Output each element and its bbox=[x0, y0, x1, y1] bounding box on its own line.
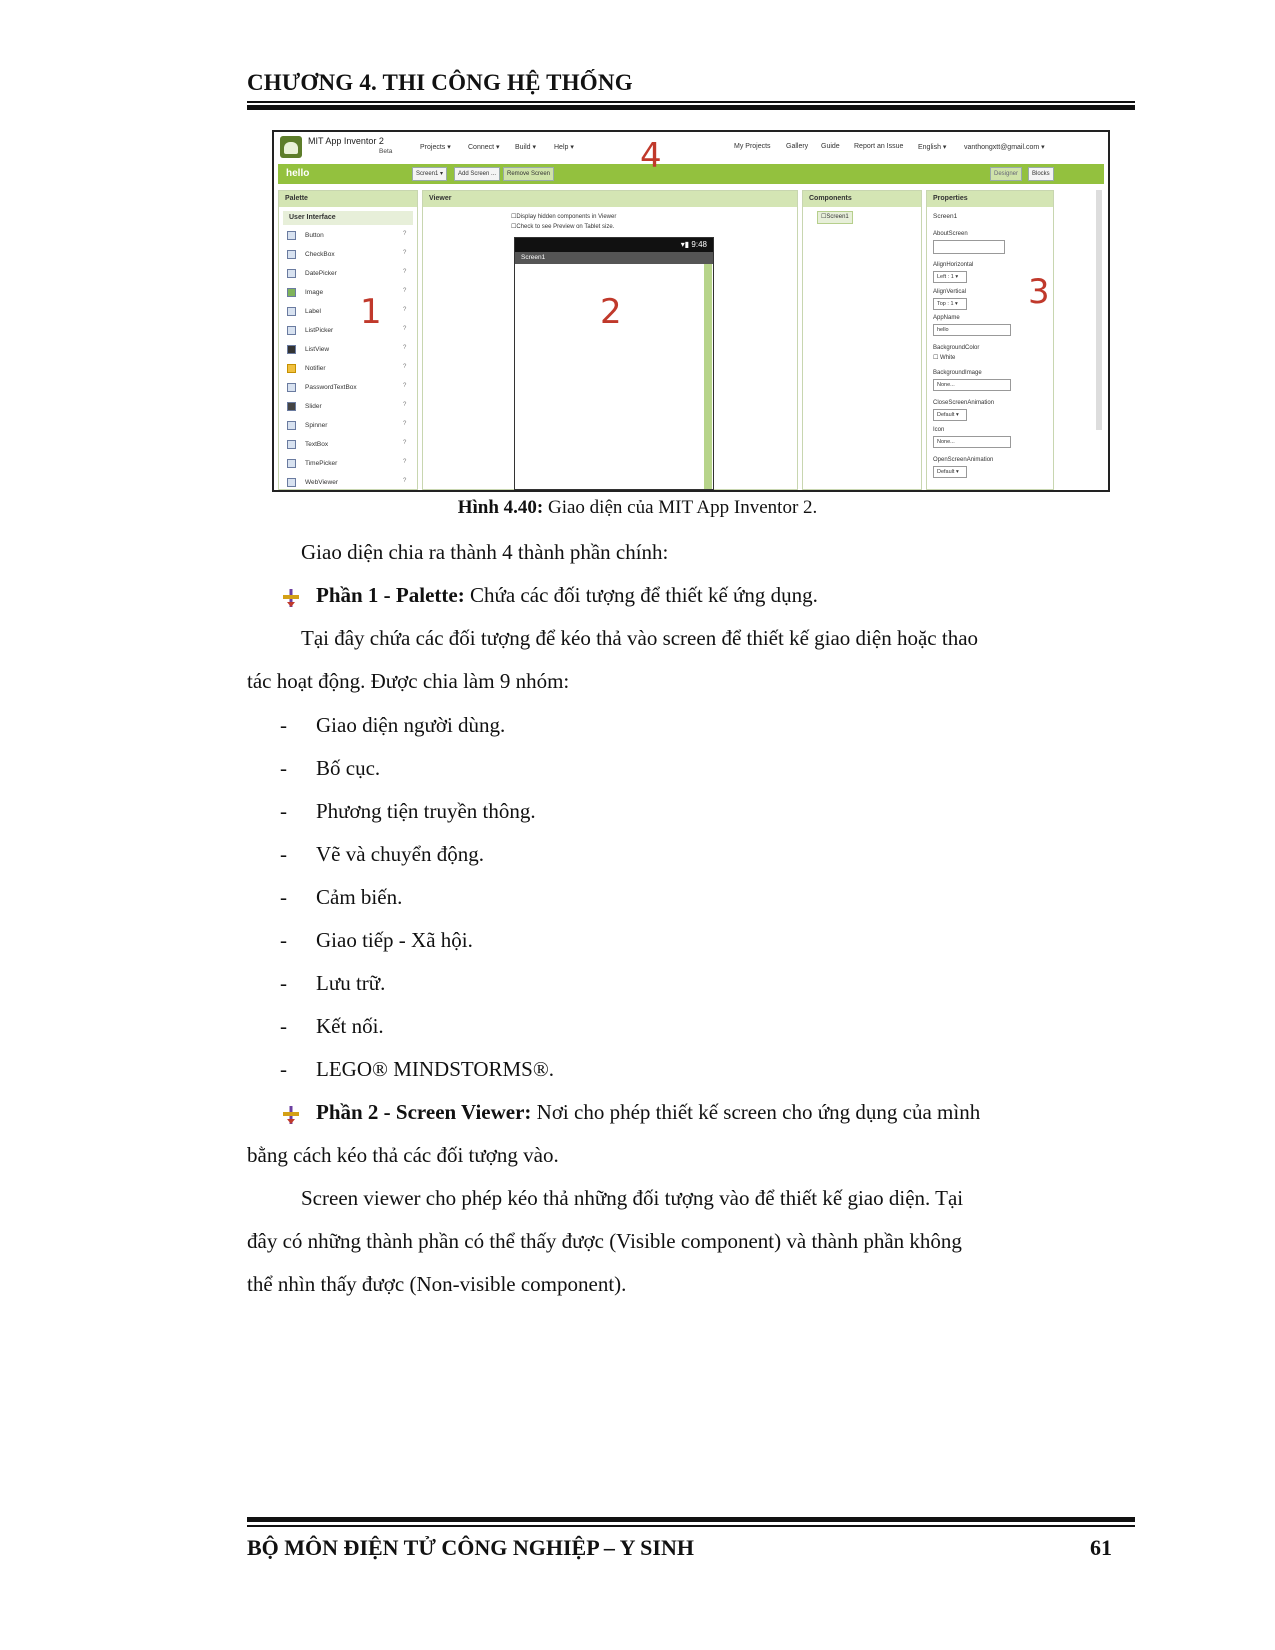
add-screen-button[interactable]: Add Screen ... bbox=[454, 167, 500, 181]
checkbox-icon bbox=[287, 250, 296, 259]
screen-select-button[interactable]: Screen1 ▾ bbox=[412, 167, 447, 181]
project-name: hello bbox=[286, 168, 310, 179]
password-icon bbox=[287, 383, 296, 392]
project-toolbar bbox=[278, 164, 1104, 184]
part1-heading: Phần 1 - Palette: Chứa các đối tượng để thiết kế ứng dụng. bbox=[316, 583, 818, 607]
help-icon[interactable]: ? bbox=[403, 307, 407, 313]
help-icon[interactable]: ? bbox=[403, 345, 407, 351]
component-screen1[interactable]: ☐Screen1 bbox=[817, 211, 853, 224]
viewer-tablet-option[interactable]: ☐Check to see Preview on Tablet size. bbox=[511, 224, 615, 230]
bullet-arrow-icon bbox=[280, 1104, 302, 1126]
datepicker-icon bbox=[287, 269, 296, 278]
palette-item-spinner[interactable]: Spinner bbox=[287, 419, 327, 433]
help-icon[interactable]: ? bbox=[403, 421, 407, 427]
prop-bgimage-input[interactable]: None... bbox=[933, 379, 1011, 391]
menu-projects[interactable]: Projects ▾ bbox=[420, 144, 451, 151]
phone-screen-title: Screen1 bbox=[515, 252, 713, 264]
properties-header: Properties bbox=[927, 191, 1053, 207]
header-rule-thin bbox=[247, 101, 1135, 103]
list-dash: - bbox=[280, 885, 287, 909]
prop-icon-label: Icon bbox=[933, 427, 945, 433]
palette-user-interface[interactable]: User Interface bbox=[283, 211, 413, 225]
help-icon[interactable]: ? bbox=[403, 478, 407, 484]
palette-item-textbox[interactable]: TextBox bbox=[287, 438, 328, 452]
list-item: Kết nối. bbox=[316, 1014, 384, 1038]
help-icon[interactable]: ? bbox=[403, 231, 407, 237]
prop-bgcolor-label: BackgroundColor bbox=[933, 345, 980, 351]
prop-open-anim-select[interactable]: Default ▾ bbox=[933, 466, 967, 478]
prop-appname-label: AppName bbox=[933, 315, 960, 321]
palette-item-datepicker[interactable]: DatePicker bbox=[287, 267, 337, 281]
palette-item-timepicker[interactable]: TimePicker bbox=[287, 457, 337, 471]
prop-icon-input[interactable]: None... bbox=[933, 436, 1011, 448]
part2-line2: bằng cách kéo thả các đối tượng vào. bbox=[247, 1143, 559, 1167]
part2-para-line2: đây có những thành phần có thể thấy được (Visible component) và thành phần không bbox=[247, 1229, 962, 1253]
menu-gallery[interactable]: Gallery bbox=[786, 143, 809, 150]
footer-rule-thin bbox=[247, 1525, 1135, 1527]
page-scrollbar[interactable] bbox=[1096, 190, 1102, 430]
part2-para-line3: thể nhìn thấy được (Non-visible component). bbox=[247, 1272, 627, 1296]
label-icon bbox=[287, 307, 296, 316]
page-number: 61 bbox=[1090, 1535, 1112, 1560]
help-icon[interactable]: ? bbox=[403, 383, 407, 389]
footer-department: BỘ MÔN ĐIỆN TỬ CÔNG NGHIỆP – Y SINH bbox=[247, 1535, 694, 1560]
app-title: MIT App Inventor 2 bbox=[308, 136, 384, 146]
intro-paragraph: Giao diện chia ra thành 4 thành phần chính: bbox=[301, 540, 669, 564]
properties-gutter bbox=[1058, 190, 1104, 490]
help-icon[interactable]: ? bbox=[403, 326, 407, 332]
palette-item-notifier[interactable]: Notifier bbox=[287, 362, 326, 376]
part2-para-line1: Screen viewer cho phép kéo thả những đối tượng vào để thiết kế giao diện. Tại bbox=[301, 1186, 964, 1210]
palette-item-slider[interactable]: Slider bbox=[287, 400, 322, 414]
viewer-hidden-option[interactable]: ☐Display hidden components in Viewer bbox=[511, 214, 617, 220]
slider-icon bbox=[287, 402, 296, 411]
prop-open-anim-label: OpenScreenAnimation bbox=[933, 457, 994, 463]
menu-my-projects[interactable]: My Projects bbox=[734, 143, 771, 150]
properties-title: Screen1 bbox=[933, 213, 958, 220]
palette-item-label[interactable]: Label bbox=[287, 305, 321, 319]
prop-bgcolor-value[interactable]: ☐ White bbox=[933, 355, 956, 361]
phone-preview[interactable] bbox=[514, 237, 714, 490]
button-icon bbox=[287, 231, 296, 240]
viewer-header: Viewer bbox=[423, 191, 797, 207]
listpicker-icon bbox=[287, 326, 296, 335]
list-dash: - bbox=[280, 971, 287, 995]
warning-icon bbox=[287, 364, 296, 373]
menu-connect[interactable]: Connect ▾ bbox=[468, 144, 500, 151]
components-panel bbox=[802, 190, 922, 490]
menu-account[interactable]: vanthongxtt@gmail.com ▾ bbox=[964, 144, 1045, 151]
webviewer-icon bbox=[287, 478, 296, 487]
list-dash: - bbox=[280, 756, 287, 780]
help-icon[interactable]: ? bbox=[403, 269, 407, 275]
list-dash: - bbox=[280, 842, 287, 866]
part1-line2: tác hoạt động. Được chia làm 9 nhóm: bbox=[247, 669, 570, 693]
prop-about-input[interactable] bbox=[933, 240, 1005, 254]
prop-alignh-label: AlignHorizontal bbox=[933, 262, 974, 268]
palette-item-image[interactable]: Image bbox=[287, 286, 323, 300]
figure-caption: Hình 4.40: Giao diện của MIT App Inventor 2. bbox=[457, 497, 818, 518]
list-dash: - bbox=[280, 713, 287, 737]
region-label-2: 2 bbox=[600, 292, 622, 332]
prop-alignv-select[interactable]: Top : 1 ▾ bbox=[933, 298, 967, 310]
region-label-4: 4 bbox=[640, 136, 662, 176]
list-item: LEGO® MINDSTORMS®. bbox=[316, 1057, 555, 1081]
app-inventor-figure bbox=[272, 130, 1110, 492]
menu-help[interactable]: Help ▾ bbox=[554, 144, 574, 151]
list-dash: - bbox=[280, 1057, 287, 1081]
menu-language[interactable]: English ▾ bbox=[918, 144, 947, 151]
region-label-3: 3 bbox=[1028, 272, 1050, 312]
remove-screen-button[interactable]: Remove Screen bbox=[503, 167, 554, 181]
palette-panel bbox=[278, 190, 418, 490]
menu-guide[interactable]: Guide bbox=[821, 143, 840, 150]
list-dash: - bbox=[280, 928, 287, 952]
prop-alignh-select[interactable]: Left : 1 ▾ bbox=[933, 271, 967, 283]
palette-item-listview[interactable]: ListView bbox=[287, 343, 329, 357]
listview-icon bbox=[287, 345, 296, 354]
list-item: Phương tiện truyền thông. bbox=[316, 799, 536, 823]
textbox-icon bbox=[287, 440, 296, 449]
palette-item-checkbox[interactable]: CheckBox bbox=[287, 248, 335, 262]
wifi-signal-icon: ▾▮ bbox=[680, 240, 692, 249]
footer-rule-thick bbox=[247, 1517, 1135, 1522]
spinner-icon bbox=[287, 421, 296, 430]
part2-heading: Phần 2 - Screen Viewer: Nơi cho phép thiết kế screen cho ứng dụng của mình bbox=[316, 1100, 981, 1124]
header-rule-thick bbox=[247, 105, 1135, 110]
prop-alignv-label: AlignVertical bbox=[933, 289, 967, 295]
prop-bgimage-label: BackgroundImage bbox=[933, 370, 982, 376]
bullet-arrow-icon bbox=[280, 587, 302, 609]
chapter-header: CHƯƠNG 4. THI CÔNG HỆ THỐNG bbox=[247, 70, 633, 95]
image-icon bbox=[287, 288, 296, 297]
prop-appname-input[interactable]: hello bbox=[933, 324, 1011, 336]
app-topbar bbox=[274, 132, 1108, 164]
part1-line1: Tại đây chứa các đối tượng để kéo thả vào screen để thiết kế giao diện hoặc thao bbox=[301, 626, 979, 650]
list-item: Lưu trữ. bbox=[316, 971, 386, 995]
help-icon[interactable]: ? bbox=[403, 459, 407, 465]
palette-item-button[interactable]: Button bbox=[287, 229, 324, 243]
palette-item-webviewer[interactable]: WebViewer bbox=[287, 476, 338, 490]
designer-button[interactable]: Designer bbox=[990, 167, 1022, 181]
help-icon[interactable]: ? bbox=[403, 288, 407, 294]
menu-report-issue[interactable]: Report an Issue bbox=[854, 143, 904, 150]
prop-about-label: AboutScreen bbox=[933, 231, 968, 237]
list-dash: - bbox=[280, 1014, 287, 1038]
list-item: Giao tiếp - Xã hội. bbox=[316, 928, 473, 952]
help-icon[interactable]: ? bbox=[403, 440, 407, 446]
list-dash: - bbox=[280, 799, 287, 823]
menu-build[interactable]: Build ▾ bbox=[515, 144, 537, 151]
help-icon[interactable]: ? bbox=[403, 402, 407, 408]
phone-status-bar: ▾▮ 9:48 bbox=[515, 238, 713, 252]
prop-close-anim-label: CloseScreenAnimation bbox=[933, 400, 995, 406]
list-item: Giao diện người dùng. bbox=[316, 713, 506, 737]
list-item: Vẽ và chuyển động. bbox=[316, 842, 484, 866]
palette-item-passwordtextbox[interactable]: PasswordTextBox bbox=[287, 381, 357, 395]
properties-panel bbox=[926, 190, 1054, 490]
region-label-1: 1 bbox=[360, 292, 382, 332]
help-icon[interactable]: ? bbox=[403, 250, 407, 256]
help-icon[interactable]: ? bbox=[403, 364, 407, 370]
palette-header: Palette bbox=[279, 191, 417, 207]
palette-item-listpicker[interactable]: ListPicker bbox=[287, 324, 333, 338]
list-item: Cảm biến. bbox=[316, 885, 403, 909]
timepicker-icon bbox=[287, 459, 296, 468]
blocks-button[interactable]: Blocks bbox=[1028, 167, 1054, 181]
prop-close-anim-select[interactable]: Default ▾ bbox=[933, 409, 967, 421]
app-inventor-logo-icon bbox=[280, 136, 302, 158]
beta-label: Beta bbox=[379, 148, 393, 155]
components-header: Components bbox=[803, 191, 921, 207]
list-item: Bố cục. bbox=[316, 756, 381, 780]
phone-scrollbar[interactable] bbox=[704, 264, 712, 489]
